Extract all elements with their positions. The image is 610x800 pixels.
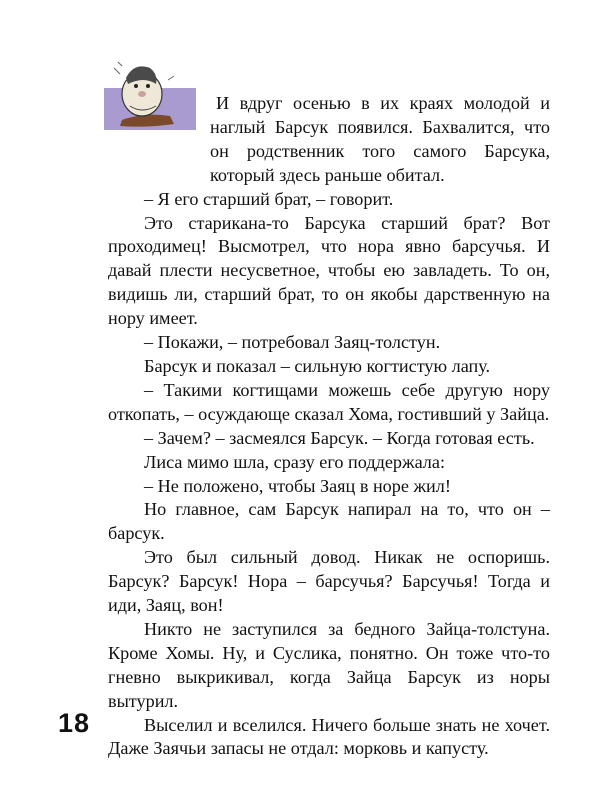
paragraph: Барсук и показал – сильную когтистую лапу. — [144, 355, 491, 376]
paragraph: Выселил и вселился. Ничего больше знать не хочет. Даже Заячьи запасы не отдал: морковь и капусту. — [108, 714, 550, 759]
page-number: 18 — [58, 708, 91, 738]
paragraph: – Не положено, чтобы Заяц в норе жил! — [144, 475, 451, 496]
paragraph: Но главное, сам Барсук напирал на то, что он – барсук. — [108, 499, 550, 544]
paragraph: – Покажи, – потребовал Заяц-толстун. — [144, 332, 441, 353]
paragraph: Лиса мимо шла, сразу его поддержала: — [144, 451, 445, 472]
story-text — [108, 92, 550, 761]
paragraph: Никто не заступился за бедного Зайца-толстуна. Кроме Хомы. Ну, и Суслика, понятно. Он тоже что-то гневно выкрикивал, когда Зайца Барсук из норы вытурил. — [108, 618, 550, 711]
paragraph: – Зачем? – засмеялся Барсук. – Когда готовая есть. — [144, 427, 535, 448]
paragraph: Это был сильный довод. Никак не оспоришь. Барсук? Барсук! Нора – барсучья? Барсучья! Тогда и иди, Заяц, вон! — [108, 547, 550, 616]
paragraph: – Я его старший брат, – говорит. — [144, 188, 394, 209]
paragraph: И вдруг осенью в их краях молодой и наглый Барсук появился. Бахвалится, что он родственник того самого Барсука, который здесь раньше обитал. — [210, 93, 550, 185]
paragraph: Это старикана-то Барсука старший брат? Вот проходимец! Высмотрел, что нора явно барсучья. И давай плести несусветное, чтобы ею завладеть. То он, видишь ли, старший брат, то он якобы дарственную на нору имеет. — [108, 212, 550, 329]
paragraph: – Такими когтищами можешь себе другую нору откопать, – осуждающе сказал Хома, гостивший у Зайца. — [108, 379, 550, 424]
